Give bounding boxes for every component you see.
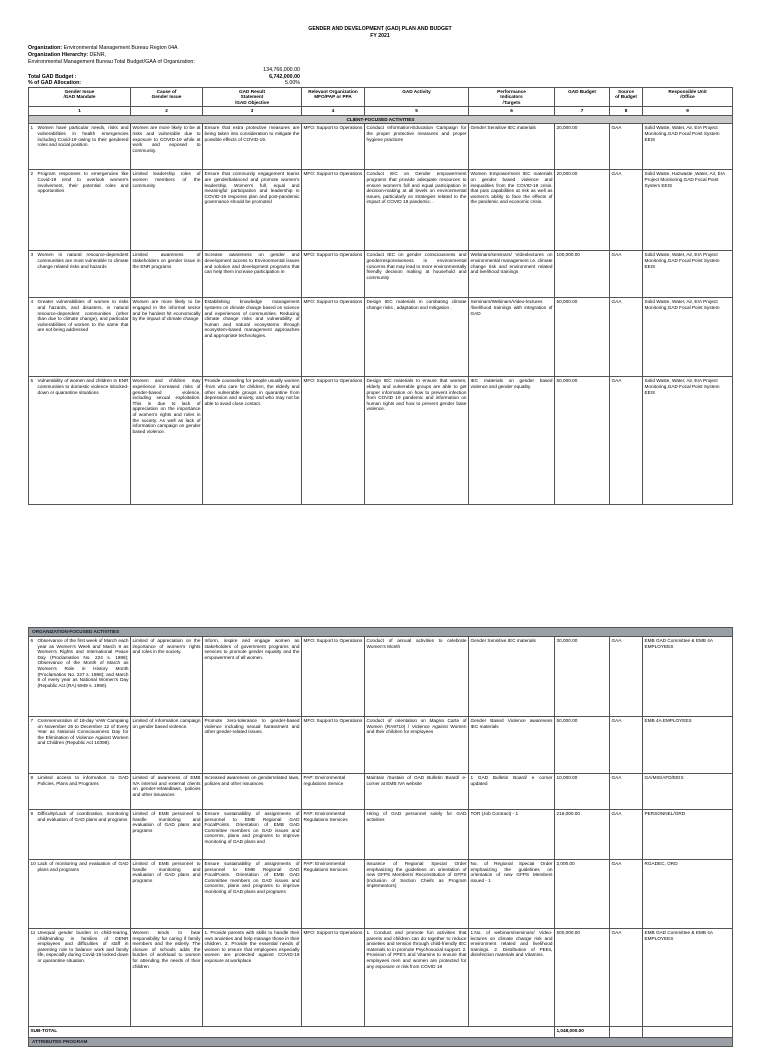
subtotal-row <box>29 1027 733 1038</box>
responsible-unit-cell: Solid Waste, Water, Air, EIA Project Monitoring,GAD Focal Point System EEIS <box>643 124 733 170</box>
gender-issue-text: Limited access to information to GAD Policies, Plans and Programs <box>37 775 129 786</box>
gad-result-cell: Promote zero-tolerance to gender-based violence including sexual harassment and other gender-related issues. <box>203 717 302 774</box>
activity-cell: Design IEC materials to ensure that women, elderly and vulnerable groups are able to get proper information on how to prevent infection from COVID 19 pandemic and information on human rights and how to prevent gender base violence. <box>365 377 469 505</box>
org-section-label: ORGANIZATION-FOCUSED ACTIVITIES <box>29 628 733 637</box>
budget-cell: 50,000.00 <box>555 377 610 505</box>
responsible-unit-cell: Solid Waste, Water, Air, EIA Project Monitoring,GAD Focal Point System <box>643 298 733 377</box>
table-row <box>29 774 733 810</box>
gender-issue-text: Observance of the first week of March each year as Women's Week and March 8 as Women's Rights and International Peace Day (Proclamation No. 224 s. 1988); Observance of the Month of March as Women's Role in History Month (Proclamation No. 227 s. 1988); and March 8 of every year as National Women's Day (Republic Act (RA) 6949 s. 1990). <box>37 638 129 688</box>
cause-cell: Limited of EMB personnel to handle monitoring and evaluation of GAD plans and programs <box>131 860 203 929</box>
mfo-cell: MFO: Support to Operations <box>302 929 365 1027</box>
activity-cell: Conduct IEC on gender consciousness and genderresponsiveness in environmental concerns that may lead to more environmentally friendly decision making at household and community <box>365 251 469 298</box>
source-cell: GAA <box>610 717 643 774</box>
cause-cell: Women are more likely to be engaged in the informal sector and be hardest hit economically by the impact of climate change <box>131 298 203 377</box>
gender-issue-cell <box>29 929 131 1027</box>
subtotal-label: SUB-TOTAL <box>29 1027 555 1038</box>
header-activity: GAD Activity <box>365 87 469 107</box>
gender-issue-text: Lack of monitoring and evaluation of GAD plans and programs <box>37 861 129 872</box>
responsible-unit-cell: Solid Waste, Water, Air, EIA Project Monitoring,GAD Focal Point System EEIS <box>643 377 733 505</box>
table-row <box>29 929 733 1027</box>
responsible-unit-cell: EMB GAD Committee & EMB 4A EMPLOYEES <box>643 929 733 1027</box>
row-number: 4 <box>30 299 34 305</box>
gender-issue-cell <box>29 298 131 377</box>
gender-issue-cell <box>29 377 131 505</box>
gender-issue-text: Women in natural resource-dependent communities are most vulnerable to climate change related risks and hazards <box>37 252 129 269</box>
responsible-unit-cell: EMB 4A EMPLOYEES <box>643 717 733 774</box>
source-cell: GAA <box>610 377 643 505</box>
responsible-unit-cell: RGADEC, ORD <box>643 860 733 929</box>
indicator-cell: Seminars/Webinars/Video-lectures /livelihood trainings with integration of GAD <box>469 298 555 377</box>
source-cell: GAA <box>610 929 643 1027</box>
subtotal-value: 1,048,000.00 <box>555 1027 610 1038</box>
indicator-cell: 1 GAD Bulletin Board/ e corner updated <box>469 774 555 810</box>
indicator-cell: Gender Sensitive IEC materials <box>469 637 555 717</box>
gender-issue-cell <box>29 170 131 251</box>
source-cell: GAA <box>610 637 643 717</box>
activity-cell: Conduct IEC on Gender empowerment programs that provide adequate resources to ensure women's full and equal participation in decision-making at all levels on environmental issues, particularly on strategies related to the impact of COVID 19 pandemic. . <box>365 170 469 251</box>
gender-issue-cell <box>29 251 131 298</box>
row-number: 5 <box>30 378 34 384</box>
gender-issue-text: Unequal gender burden in child-rearing, childminding in families of DENR employees and difficulties of staff in parenting role to balance work and family life, especially during Covid-19 locked down or quarantine situation. <box>37 930 129 964</box>
budget-cell: 50,000.00 <box>555 298 610 377</box>
header-responsible-unit: Responsible Unit /Office <box>643 87 733 107</box>
attributed-section-label: ATTRIBUTED PROGRAM <box>29 1038 733 1047</box>
mfo-cell: MFO: Support to Operations <box>302 637 365 717</box>
cause-cell: Limited awareness of stakeholders on gender issue in the ENR programs <box>131 251 203 298</box>
table-row <box>29 717 733 774</box>
budget-cell: 20,000.00 <box>555 124 610 170</box>
gad-result-cell: Ensure sustainability of assignments of personnel to EMB Regional GAD FocalPoints. Orientation of EMB GAD Committee members on GAD issues and concerns, plans and programs to improve monitoring of GAD plans and programs <box>203 860 302 929</box>
indicator-cell: No. of Regional Special Order emphasizing the guidelines on orientation of new GFPS Members issued - 1 <box>469 860 555 929</box>
row-number: 7 <box>30 718 34 724</box>
table-row <box>29 377 733 505</box>
source-cell: GAA <box>610 774 643 810</box>
table-row <box>29 298 733 377</box>
header-mfo: Relevant Organization MFO/PAP or PPA <box>302 87 365 107</box>
cause-cell: Limited of information campaign on gender based violence. <box>131 717 203 774</box>
organization-line <box>28 45 732 52</box>
cause-cell: Limited leadership roles of women members of the community <box>131 170 203 251</box>
client-section-label: CLIENT-FOCUSED ACTIVITIES <box>29 115 733 124</box>
activity-cell: Conduct of orientation on Magna Carta of Women (RA9710) / Violence Against Women and their children for employees <box>365 717 469 774</box>
activity-cell: Maintain /Sustain of GAD Bulletin Board/ e-corner at EMB IVA website <box>365 774 469 810</box>
responsible-unit-cell: EMB GAD Committee & EMB 4A EMPLOYEES <box>643 637 733 717</box>
fiscal-year: FY 2021 <box>370 33 390 39</box>
responsible-unit-cell: Solid Waste, Water, Air, EIA Project Monitoring,GAD Focal Point System EEIS <box>643 251 733 298</box>
cause-cell: Women and children may experience increased risks of gender-based violence, including sexual exploitation. This is due to lack of appreciation on the importance of women's rights and roles in the society. As well as lack of information campaign on gender based violence. <box>131 377 203 505</box>
budget-cell: 500,000.00 <box>555 929 610 1027</box>
mfo-cell: PAP: Environmental Regulations Services <box>302 860 365 929</box>
gender-issue-cell <box>29 717 131 774</box>
responsible-unit-cell: Solid Waste, Hazwaste ,Water, Air, EIA Project Monitoring,GAD Focal Point System EEIS <box>643 170 733 251</box>
gender-issue-text: Commemoration of 18-day VAW Campaing on November 25 to December 12 of Every Year as National Consciousness Day for the Elimination of Violence Against Women and Children (Republic Act 10398). <box>37 718 129 746</box>
total-budget-label: Environmental Management Bureau Total Budget/GAA of Organization: <box>28 59 195 65</box>
hierarchy-line <box>28 52 732 59</box>
row-number: 6 <box>30 638 34 644</box>
gad-result-cell: Inform, inspire and engage women as stakeholders of government programs and services to promote gender equality and the empowerment of all women. <box>203 637 302 717</box>
org-section-row <box>29 628 733 637</box>
gender-issue-text: Vulnerability of women and children in ENR communities to domestic violence inlocked-down or quarantine situations <box>37 378 129 395</box>
gad-result-cell: Ensure that extra protective measures are being taken into consideration to mitigate the possible effects of COVID-19. <box>203 124 302 170</box>
gad-result-cell: Increased awareness on genderrelated laws, policies and other issuances <box>203 774 302 810</box>
budget-cell: 216,000.00 <box>555 810 610 860</box>
gender-issue-cell <box>29 637 131 717</box>
total-budget-value: 134,766,000.00 <box>263 67 300 73</box>
cause-cell: Limited of awareness of EMB IVA internal and external clients on gender-relatedlaws, policies and other issuances <box>131 774 203 810</box>
mfo-cell: MFO: Support to Operations <box>302 170 365 251</box>
gender-issue-cell <box>29 124 131 170</box>
document-title: GENDER AND DEVELOPMENT (GAD) PLAN AND BUDGET <box>308 26 452 32</box>
responsible-unit-cell: PERSONNEL/ORD <box>643 810 733 860</box>
allocation-value: 5.00% <box>284 80 300 86</box>
header-cause: Cause of Gender Issue <box>131 87 203 107</box>
mfo-cell: MFO: Support to Operations <box>302 717 365 774</box>
cause-cell: Limited of EMB personnel to handle monitoring and evaluation of GAD plans and programs <box>131 810 203 860</box>
source-cell: GAA <box>610 810 643 860</box>
source-cell: GAA <box>610 860 643 929</box>
row-number: 9 <box>30 811 34 817</box>
budget-cell: 100,000.00 <box>555 251 610 298</box>
budget-cell: 20,000.00 <box>555 170 610 251</box>
gender-issue-text: Program responses to emergencies like Covid-19 tend to overlook women's involvement, their potential roles and opportunities <box>37 171 129 194</box>
row-number: 10 <box>30 861 36 867</box>
source-cell: GAA <box>610 124 643 170</box>
header-gad-budget: GAD Budget <box>555 87 610 107</box>
indicator-cell: 1.No. of webinars/seminars/ Video-lectures on climate change risk and environment related and livelihood trainings. 2. Distribution of PEEs, disinfection materials and Vitamins. <box>469 929 555 1027</box>
attributed-section-row <box>29 1038 733 1047</box>
source-cell: GAA <box>610 170 643 251</box>
gender-issue-text: Women have particular needs, risks and vulnerabilities in health emergencies including Covid-19 owing to their gendered roles and social position. <box>37 125 129 148</box>
gender-issue-text: Greater vulnerabilities of women to risks and hazards, and disasters, in natural resource-dependent communities (other than due to climate change), and particular vulnerabilities of women to the same that are not being addressed <box>37 299 129 333</box>
column-number-row: 1 2 3 4 5 6 7 8 9 <box>29 107 733 116</box>
activity-cell: Conduct Information-Education Campaign for the proper protective measures and proper hygiene practices <box>365 124 469 170</box>
page-gap <box>29 505 733 628</box>
table-row <box>29 860 733 929</box>
gad-result-cell: Ensure that community engagement teams are genderbalanced and promote women's leadership. Women's full, equal and meaningful participation and leadership in COVID-19 response plan and post-pandemic governance should be promoted <box>203 170 302 251</box>
budget-cell: 30,000.00 <box>555 637 610 717</box>
gender-issue-cell <box>29 860 131 929</box>
activity-cell: 1. Conduct and promote fun activities that parents and children can do together to reduce anxieties and tension through child-friendly IEC materials to in promote Psychosocial support. 2. Provision of PPE's and Vitamins to ensure that employees men and women are protected for any exposure or risk from COVID 19 <box>365 929 469 1027</box>
indicator-cell: Gender Sensitive IEC materials <box>469 124 555 170</box>
source-cell: GAA <box>610 251 643 298</box>
indicator-cell: TOR (Job Contract) - 1 <box>469 810 555 860</box>
responsible-unit-cell: GA/MIS/AFD/EEIS <box>643 774 733 810</box>
table-header-row <box>29 87 733 107</box>
header-gad-result: GAD Result Statement /GAD Objective <box>203 87 302 107</box>
row-number: 11 <box>30 930 36 936</box>
indicator-cell: Gender Based Violence awareness IEC materials <box>469 717 555 774</box>
table-row <box>29 810 733 860</box>
gender-issue-text: Difficulty/Lack of coordination, monitoring and evaluation of GAD plans and programs <box>37 811 129 822</box>
row-number: 2 <box>30 171 34 177</box>
gad-budget-value: 6,742,000.00 <box>269 73 300 80</box>
gender-issue-cell <box>29 810 131 860</box>
header-gender-issue: Gender Issue /GAD Mandate <box>29 87 131 107</box>
budget-cell: 10,000.00 <box>555 774 610 810</box>
header-source: Source of Budget <box>610 87 643 107</box>
document-page <box>28 26 732 1047</box>
cause-cell: Women tends to bear responsibility for caring if family members and the elderly. The closure of schools adds the burden of workload to women for attending the needs of their children <box>131 929 203 1027</box>
indicator-cell: IEC materials on gender based violence and gender equality. <box>469 377 555 505</box>
row-number: 8 <box>30 775 34 781</box>
activity-cell: Issuance of Regional Special Order emphasizing the guidelines on orientation of new GFPS Members/ Reconstitution of GFPS (Inclusion of Section Chiefs as Program Implementors) <box>365 860 469 929</box>
mfo-cell: MFO: Support to Operations <box>302 124 365 170</box>
gad-budget-label: Total GAD Budget : <box>28 73 77 80</box>
table-row <box>29 251 733 298</box>
cause-cell: Women are more likely to be at risks and vulnerable due to exposure to COVID-19 while at work and exposed to community. <box>131 124 203 170</box>
indicator-cell: Webinars/seminars/ Videolectures on environmental management i.e. climate change risk and environment related and livelihood trainings <box>469 251 555 298</box>
activity-cell: Hiring of GAD personnel solely for GAD activities <box>365 810 469 860</box>
gad-result-cell: 1. Provide parents with skills to handle their own anxieties and help manage those in their children. 2. Provide the essential needs of women to ensure that employees especially women are protected against COVID-19 exposure at workplace <box>203 929 302 1027</box>
mfo-cell: PAP: Environmental regulations Service <box>302 774 365 810</box>
row-number: 3 <box>30 252 34 258</box>
row-number: 1 <box>30 125 34 131</box>
gender-issue-cell <box>29 774 131 810</box>
hierarchy-label: Organization Hierarchy: <box>28 52 89 58</box>
activity-cell: Design IEC materials in combating climate change risks , adaptation and mitigation . <box>365 298 469 377</box>
table-row <box>29 637 733 717</box>
organization-value: Environmental Management Bureau Region 04A <box>63 45 178 51</box>
hierarchy-value: DENR, <box>89 52 107 58</box>
client-activities-table <box>28 87 733 1047</box>
mfo-cell: MFO: Support to Operations <box>302 298 365 377</box>
client-section-row <box>29 115 733 124</box>
activity-cell: Conduct of annual activities to celebrate Women's Month <box>365 637 469 717</box>
table-row <box>29 170 733 251</box>
mfo-cell: MFO: Support to Operations <box>302 251 365 298</box>
mfo-cell: MFO: Support to Operations <box>302 377 365 505</box>
mfo-cell: PAP: Environmental Regulations Services <box>302 810 365 860</box>
budget-cell: 50,000.00 <box>555 717 610 774</box>
gad-result-cell: Ensure sustainability of assignments of personnel to EMB Regional GAD FocalPoints. Orientation of EMB GAD Committee members on GAD issues and concerns, plans and programs to improve monitoring of GAD plans and <box>203 810 302 860</box>
header-performance: Performance Indicators /Targets <box>469 87 555 107</box>
table-row <box>29 124 733 170</box>
organization-label: Organization: <box>28 45 63 51</box>
allocation-label: % of GAD Allocation: <box>28 80 82 86</box>
budget-cell: 2,000.00 <box>555 860 610 929</box>
indicator-cell: Women Empowerment IEC materials on gender based violence and inequalities from the COVID-19 crisis. that puts capabilities at risk as well as women's ability to face the effects of the pandemic and economic crisis. <box>469 170 555 251</box>
cause-cell: Limited of appreciation on the importance of women's rights and roles in the society. <box>131 637 203 717</box>
gad-result-cell: Establishing knowledge management systems on climate change based on science and experiences of communities. Reducing climate change risks and vulnerability of human and natural ecosystems through ecosystem-based management approaches and appropriate technologies. <box>203 298 302 377</box>
source-cell: GAA <box>610 298 643 377</box>
gad-result-cell: Increase awareness on gender and development access to Environmental issues and solution and development programs that can help them increase participation in <box>203 251 302 298</box>
gad-result-cell: Provide counseling for people usually women -from who care for children, the elderly and other vulnerable groups in quarantine from depression and anxiety, and who may not be able to avoid close contact. <box>203 377 302 505</box>
